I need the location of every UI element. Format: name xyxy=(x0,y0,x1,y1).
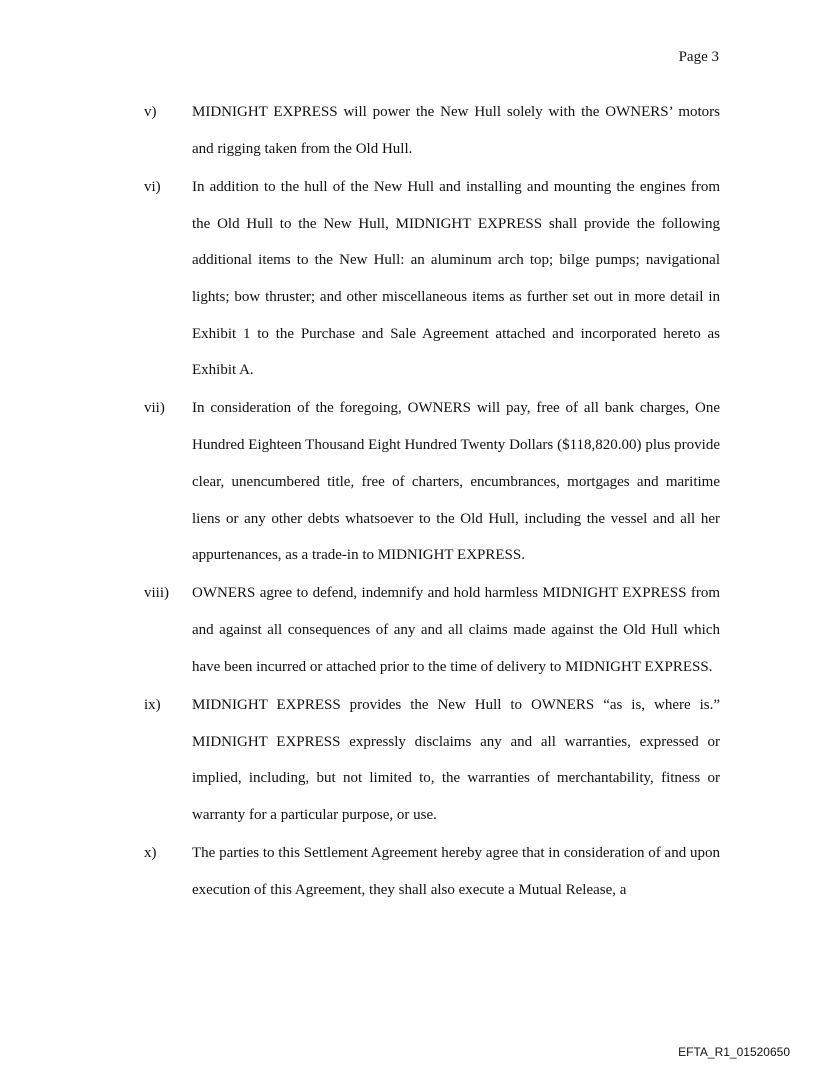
clause-item-v xyxy=(144,94,720,167)
clause-item-viii xyxy=(144,575,720,685)
clause-label: viii) xyxy=(144,585,169,602)
clause-label: vii) xyxy=(144,400,165,417)
clause-text: OWNERS agree to defend, indemnify and hold harmless MIDNIGHT EXPRESS from and against all consequences of any and all claims made against the Old Hull which have been incurred or attached prior to the time of delivery to MIDNIGHT EXPRESS. xyxy=(192,585,720,675)
clause-item-x xyxy=(144,835,720,908)
document-id: EFTA_R1_01520650 xyxy=(678,1045,790,1059)
clause-item-vi xyxy=(144,169,720,389)
clause-label: v) xyxy=(144,104,157,120)
clause-label: ix) xyxy=(144,696,161,713)
page-number: Page 3 xyxy=(678,49,719,65)
clause-label: vi) xyxy=(144,178,161,195)
clause-list xyxy=(144,94,720,910)
clause-text: The parties to this Settlement Agreement hereby agree that in consideration of and upon execution of this Agreement, they shall also execute a Mutual Release, a xyxy=(192,845,720,898)
clause-label: x) xyxy=(144,845,157,862)
clause-text: MIDNIGHT EXPRESS provides the New Hull to OWNERS “as is, where is.” MIDNIGHT EXPRESS expressly disclaims any and all warranties, expressed or implied, including, but not limited to, the warranties of merchantability, fitness or warranty for a particular purpose, or use. xyxy=(192,696,720,823)
clause-text: In consideration of the foregoing, OWNERS will pay, free of all bank charges, One Hundred Eighteen Thousand Eight Hundred Twenty Dollars ($118,820.00) plus provide clear, unencumbered title, free of charters, encumbrances, mortgages and maritime liens or any other debts whatsoever to the Old Hull, including the vessel and all her appurtenances, as a trade-in to MIDNIGHT EXPRESS. xyxy=(192,400,720,564)
clause-text: In addition to the hull of the New Hull and installing and mounting the engines from the Old Hull to the New Hull, MIDNIGHT EXPRESS shall provide the following additional items to the New Hull: an aluminum arch top; bilge pumps; navigational lights; bow thruster; and other miscellaneous items as further set out in more detail in Exhibit 1 to the Purchase and Sale Agreement attached and incorporated hereto as Exhibit A. xyxy=(192,178,720,379)
clause-item-vii xyxy=(144,390,720,574)
clause-text: MIDNIGHT EXPRESS will power the New Hull solely with the OWNERS’ motors and rigging taken from the Old Hull. xyxy=(192,104,720,157)
clause-item-ix xyxy=(144,687,720,834)
